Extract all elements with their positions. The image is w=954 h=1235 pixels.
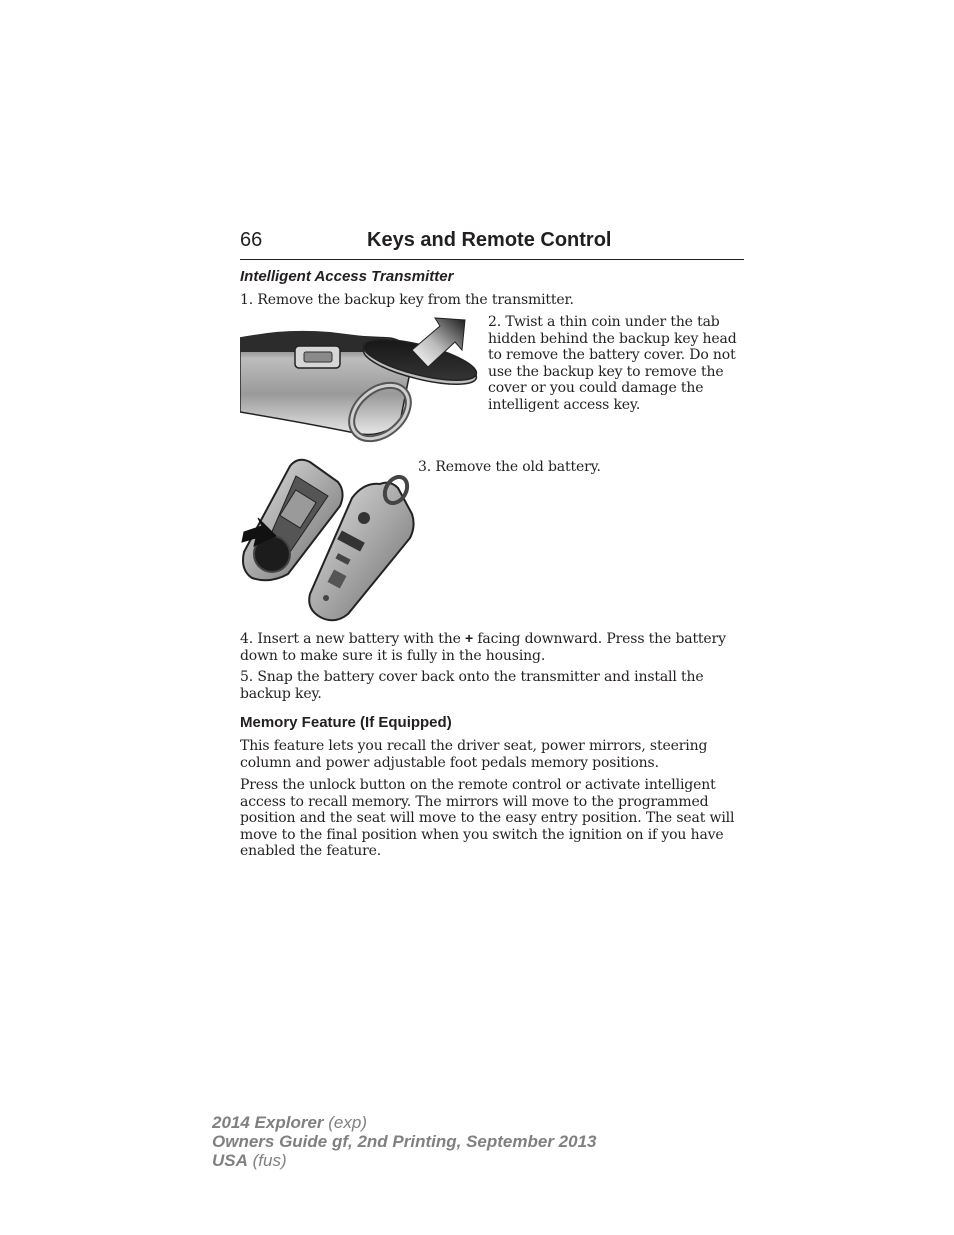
coin-remove-cover-illustration <box>240 312 480 444</box>
plus-symbol: + <box>465 630 474 646</box>
memory-feature-paragraph-1: This feature lets you recall the driver seat, power mirrors, steering column and power adjustable foot pedals memory positions. <box>240 738 708 771</box>
remove-battery-illustration <box>240 454 418 622</box>
section-title-intelligent-access: Intelligent Access Transmitter <box>240 268 454 285</box>
memory-feature-paragraph-2: Press the unlock button on the remote control or activate intelligent access to recall memory. The mirrors will move to the programmed position and the seat will move to the easy entry position. The seat will move to the final position when you switch the ignition on if you have enabled the feature. <box>240 777 735 859</box>
chapter-title: Keys and Remote Control <box>367 229 612 251</box>
step-2-text: 2. Twist a thin coin under the tab hidden behind the backup key head to remove the battery cover. Do not use the backup key to remove the cover or you could damage the intelligent access key. <box>488 314 737 413</box>
footer-line-3: USA (fus) <box>212 1151 287 1170</box>
page-number: 66 <box>240 229 263 251</box>
footer-line-1: 2014 Explorer (exp) <box>212 1113 367 1132</box>
section-title-memory-feature: Memory Feature (If Equipped) <box>240 714 452 731</box>
page-footer <box>212 1113 596 1170</box>
step-4-text: 4. Insert a new battery with the + facing downward. Press the battery down to make sure it is fully in the housing. <box>240 630 726 664</box>
step-5-text: 5. Snap the battery cover back onto the transmitter and install the backup key. <box>240 669 704 702</box>
footer-line-2: Owners Guide gf, 2nd Printing, September 2013 <box>212 1132 597 1151</box>
page-header <box>240 229 744 260</box>
step-3-text: 3. Remove the old battery. <box>418 459 601 475</box>
step-1-text: 1. Remove the backup key from the transmitter. <box>240 292 574 308</box>
